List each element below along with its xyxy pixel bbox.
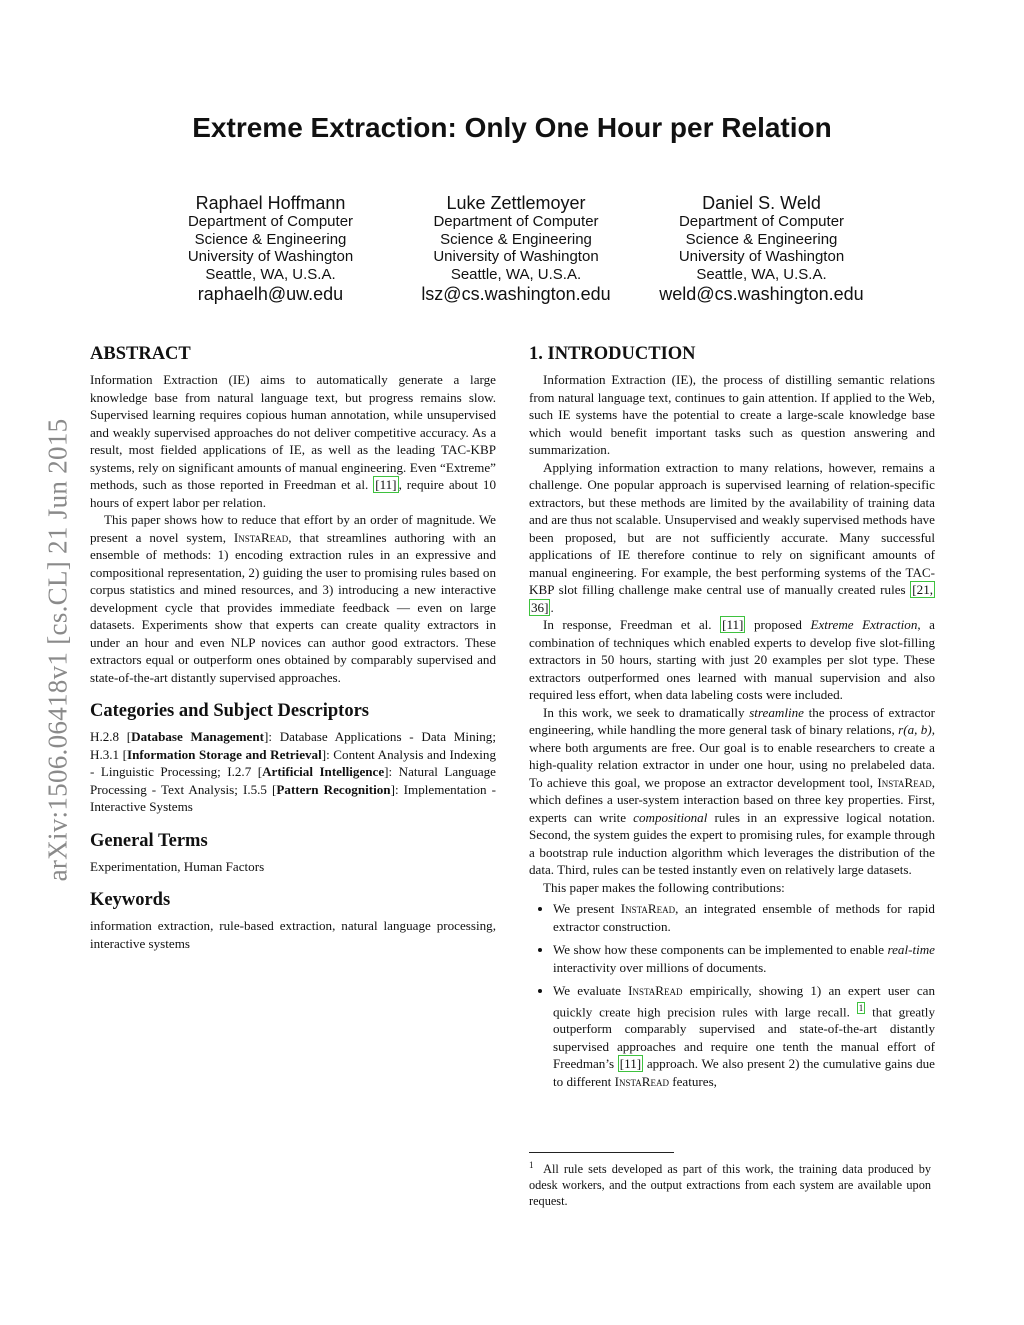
arxiv-identifier: arXiv:1506.06418v1 [cs.CL] 21 Jun 2015	[42, 418, 73, 882]
author-email: raphaelh@uw.edu	[197, 284, 344, 304]
math-expression: r(a, b)	[898, 722, 932, 737]
author-dept: Department of Computer	[678, 213, 845, 230]
intro-paragraph-5: This paper makes the following contributions:	[543, 879, 785, 895]
abstract-heading: ABSTRACT	[90, 344, 191, 364]
citation-link[interactable]: [11]	[375, 477, 397, 492]
author-zettlemoyer	[394, 193, 639, 305]
citation-link[interactable]: [11]	[619, 1056, 642, 1072]
author-dept: Science & Engineering	[685, 230, 838, 248]
intro-paragraph-2: Applying information extraction to many relations, however, remains a challenge. One popular approach is supervised learning of relation-specific extractors, but these methods are limited by the availability of training data and are thus not scalable. Unsupervised and weakly supervised methods have been proposed, but are not sufficiently accurate. Many successful applications of IE therefore continue to rely on significant amounts of manual engineering. For example, the best performing systems of the TAC-KBP slot filling challenge make central use of manually created rules [21, 36] .	[529, 459, 935, 615]
right-column	[529, 343, 935, 1096]
list-item: • We evaluate InstaRead empirically, showing 1) an expert user can quickly create high precision rules with large recall. $^1$ that greatly outperform comparably supervised and state-of-the-art distantly supervised approaches and require one tenth the manual effort of Freedman’s [11] approach. We also present 2) the cumulative gains due to different InstaRead features,	[553, 982, 935, 1090]
author-univ: University of Washington	[678, 248, 845, 265]
author-dept: Science & Engineering	[194, 230, 347, 248]
footnote-mark: 1	[529, 1160, 534, 1170]
keywords-heading: Keywords	[90, 890, 171, 910]
general-terms-heading: General Terms	[90, 830, 208, 851]
author-location: Seattle, WA, U.S.A.	[696, 265, 827, 283]
footnote-text: All rule sets developed as part of this work, the training data produced by odesk workers, and the output extractions from each system are available upon request.	[529, 1162, 931, 1209]
intro-paragraph-1: Information Extraction (IE), the process of distilling semantic relations from natural language text, continues to gain attention. If applied to the Web, such IE systems have the potential to create a large-scale knowledge base which would benefit important tasks such as question answering and summarization.	[529, 372, 935, 457]
author-email: lsz@cs.washington.edu	[421, 284, 611, 304]
author-univ: University of Washington	[187, 248, 354, 265]
intro-paragraph-4: In this work, we seek to dramatically streamline the process of extractor engineering, while handling the more general task of binary relations, r(a, b), where both arguments are free. Our goal is to enable researchers to create a high-quality relation extractor in under one hour, using no prelabeled data. To achieve this goal, we propose an extractor development tool, InstaRead, which defines a user-system interaction based on three key properties. First, experts can write compositional rules in an expressive logical notation. Second, the system guides the expert to promising rules, for example through a bootstrap rule induction algorithm which leverages the distribution of the data. Third, rules can be tested instantly even on relatively large datasets.	[529, 704, 935, 877]
citation-link[interactable]: [21,	[912, 582, 934, 597]
abstract-paragraph-2: This paper shows how to reduce that effort by an order of magnitude. We present a novel system, InstaRead, that streamlines authoring with an ensemble of methods: 1) encoding extraction rules in an expressive and compositional representation, 2) guiding the user to promising rules based on corpus statistics and mined resources, and 3) introducing a new interactive development cycle that provides immediate feedback — even on large datasets. Experiments show that experts can create quality extractors in under an hour and even NLP novices can author good extractors. These extractors equal or outperform ones obtained by comparably supervised and state-of-the-art distantly supervised approaches.	[90, 512, 497, 685]
author-block	[148, 193, 884, 305]
categories-text: H.2.8 [Database Management]: Database Applications - Data Mining; H.3.1 [Information Storage and Retrieval]: Content Analysis and Indexing - Linguistic Processing; I.2.7 [Artificial Intelligence]: Natural Language Processing - Text Analysis; I.5.5 [Pattern Recognition]: Implementation - Interactive Systems	[90, 729, 497, 814]
paper-title: Extreme Extraction: Only One Hour per Relation	[192, 112, 832, 143]
abstract-paragraph-1: Information Extraction (IE) aims to automatically generate a large knowledge base from natural language text, but progress remains slow. Supervised learning requires copious human annotation, while unsupervised and weakly supervised approaches do not deliver competitive accuracy. As a result, most fielded applications of IE, as well as the leading TAC-KBP systems, rely on significant amounts of manual engineering. Even “Extreme” methods, such as those reported in Freedman et al. [11] , require about 10 hours of expert labor per relation.	[90, 372, 496, 510]
introduction-heading: 1. INTRODUCTION	[529, 344, 696, 364]
system-name: InstaRead	[233, 529, 289, 545]
author-name: Daniel S. Weld	[702, 193, 821, 213]
author-dept: Science & Engineering	[440, 230, 592, 248]
author-hoffmann	[148, 193, 393, 305]
footnote-link[interactable]: 1	[858, 1002, 864, 1013]
contributions-list	[529, 900, 935, 1090]
footnote	[529, 1157, 931, 1209]
list-item: • We show how these components can be implemented to enable real-time interactivity over millions of documents.	[553, 941, 935, 976]
keywords-text: information extraction, rule-based extraction, natural language processing, interactive systems	[90, 918, 496, 951]
intro-paragraph-3: In response, Freedman et al. [11] proposed Extreme Extraction, a combination of techniques which enabled experts to develop five slot-filling extractors in 50 hours, starting with just 20 examples per slot type. These extractors outperformed ones learned with manual supervision and also required less effort, when data labeling costs were included.	[529, 617, 935, 702]
list-item: • We present InstaRead, an integrated ensemble of methods for rapid extractor construction.	[553, 900, 935, 935]
author-location: Seattle, WA, U.S.A.	[205, 265, 336, 283]
citation-link[interactable]: [11]	[722, 617, 744, 632]
left-column	[90, 343, 496, 952]
general-terms-text: Experimentation, Human Factors	[90, 858, 265, 874]
author-location: Seattle, WA, U.S.A.	[450, 265, 582, 283]
author-univ: University of Washington	[433, 248, 599, 265]
categories-heading: Categories and Subject Descriptors	[90, 701, 369, 721]
author-name: Luke Zettlemoyer	[446, 193, 586, 213]
author-name: Raphael Hoffmann	[195, 193, 346, 213]
author-email: weld@cs.washington.edu	[659, 284, 864, 304]
author-dept: Department of Computer	[433, 213, 599, 230]
footnote-divider	[529, 1152, 674, 1153]
citation-link[interactable]: 36]	[531, 599, 549, 615]
author-dept: Department of Computer	[187, 213, 354, 230]
system-name: InstaRead	[877, 774, 932, 790]
author-weld	[639, 193, 884, 305]
